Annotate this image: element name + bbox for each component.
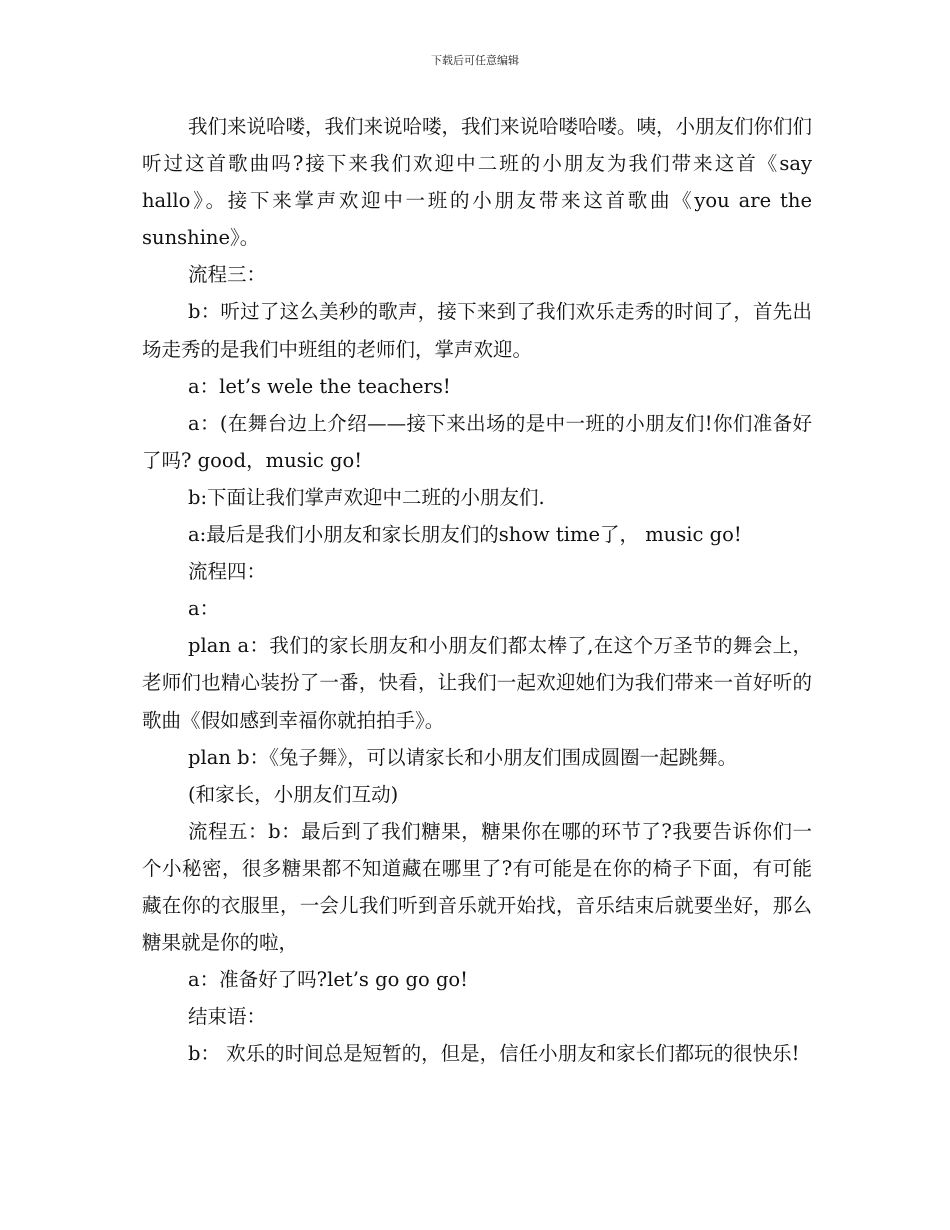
paragraph-section-three-heading: 流程三：	[188, 263, 267, 287]
paragraph-welcome-teachers: a：let’s wele the teachers!	[188, 374, 451, 398]
paragraph-interaction-note: (和家长，小朋友们互动)	[188, 782, 399, 806]
paragraph-closing-remarks: b： 欢乐的时间总是短暂的，但是，信任小朋友和家长们都玩的很快乐!	[188, 1042, 800, 1066]
paragraph-plan-b: plan b：《兔子舞》，可以请家长和小朋友们围成圆圈一起跳舞。	[188, 745, 738, 769]
paragraph-class-one-intro: a：(在舞台边上介绍——接下来出场的是中一班的小朋友们!你们准备好了吗? good，music go!	[142, 411, 812, 472]
paragraph-plan-a: plan a：我们的家长朋友和小朋友们都太棒了,在这个万圣节的舞会上，老师们也精心装扮了一番，快看，让我们一起欢迎她们为我们带来一首好听的歌曲《假如感到幸福你就拍拍手》。	[142, 634, 812, 732]
document-body	[142, 108, 812, 1072]
paragraph-class-two-intro: b:下面让我们掌声欢迎中二班的小朋友们.	[188, 485, 545, 509]
paragraph-section-five-candy: 流程五：b：最后到了我们糖果，糖果你在哪的环节了?我要告诉你们一个小秘密，很多糖果都不知道藏在哪里了?有可能是在你的椅子下面，有可能藏在你的衣服里，一会儿我们听到音乐就开始找，音乐结束后就要坐好，那么糖果就是你的啦，	[142, 819, 812, 955]
paragraph-ready-go: a：准备好了吗?let’s go go go!	[188, 968, 468, 992]
paragraph-intro-song: 我们来说哈喽，我们来说哈喽，我们来说哈喽哈喽。咦，小朋友们你们们听过这首歌曲吗?接下来我们欢迎中二班的小朋友为我们带来这首《say hallo》。接下来掌声欢迎中一班的小朋友带来这首歌曲《you are the sunshine》。	[142, 115, 813, 250]
paragraph-closing-heading: 结束语：	[188, 1005, 267, 1029]
page-header: 下载后可任意编辑	[431, 54, 519, 67]
paragraph-show-time: a:最后是我们小朋友和家长朋友们的show time了， music go!	[188, 523, 742, 547]
paragraph-speaker-a: a：	[188, 597, 220, 621]
paragraph-section-four-heading: 流程四：	[188, 560, 267, 584]
paragraph-catwalk-intro: b：听过了这么美秒的歌声，接下来到了我们欢乐走秀的时间了，首先出场走秀的是我们中班组的老师们，掌声欢迎。	[142, 300, 812, 361]
